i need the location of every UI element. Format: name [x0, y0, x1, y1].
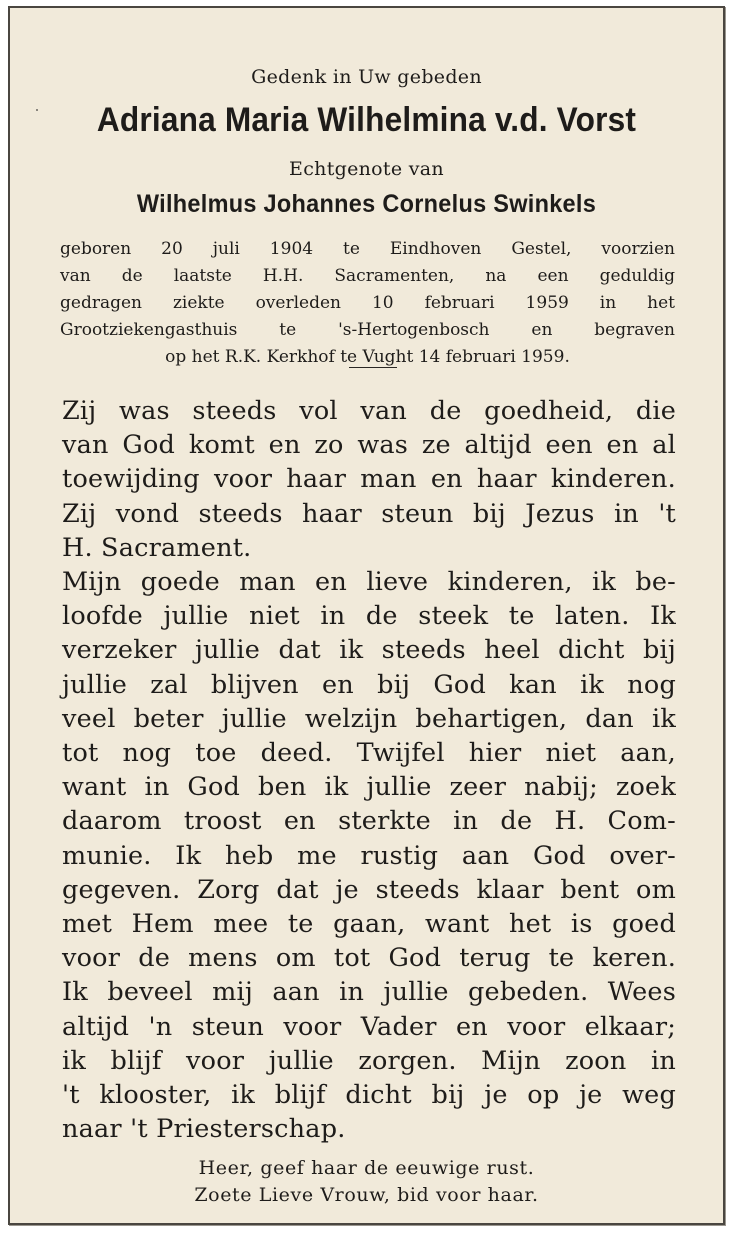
memorial-line: ik blijf voor jullie zorgen. Mijn zoon in — [62, 1045, 676, 1076]
closing-line: Heer, geef haar de eeuwige rust. — [198, 1157, 535, 1179]
memorial-line: van God komt en zo was ze altijd een en al — [62, 430, 676, 461]
deceased-name: Adriana Maria Wilhelmina v.d. Vorst — [96, 101, 637, 139]
bio-line: geboren 20 juli 1904 te Eindhoven Gestel, voorzien — [60, 239, 675, 259]
memorial-line: veel beter jullie welzijn behartigen, dan ik — [62, 703, 676, 734]
memorial-line: 't klooster, ik blijf dicht bij je op je weg — [62, 1080, 676, 1111]
memorial-line: munie. Ik heb me rustig aan God over- — [62, 840, 676, 871]
bio-line: gedragen ziekte overleden 10 februari 1959 in het — [60, 293, 675, 313]
memorial-line: Zij vond steeds haar steun bij Jezus in 't — [62, 498, 676, 529]
memorial-line: naar 't Priesterschap. — [62, 1114, 346, 1145]
biography — [60, 236, 675, 371]
memorial-line: tot nog toe deed. Twijfel hier niet aan, — [62, 738, 676, 769]
memorial-card — [8, 6, 725, 1225]
bio-line: van de laatste H.H. Sacramenten, na een geduldig — [60, 266, 675, 286]
divider-rule — [349, 367, 397, 368]
memorial-line: verzeker jullie dat ik steeds heel dicht bij — [62, 635, 676, 666]
memorial-line: voor de mens om tot God terug te keren. — [62, 943, 676, 974]
bio-line: op het R.K. Kerkhof te Vught 14 februari 1959. — [165, 347, 570, 367]
memorial-text — [62, 394, 676, 1146]
greeting-text: Gedenk in Uw gebeden — [251, 66, 482, 88]
closing-prayer — [10, 1155, 723, 1209]
memorial-line: gegeven. Zorg dat je steeds klaar bent om — [62, 874, 676, 905]
spouse-name: Wilhelmus Johannes Cornelus Swinkels — [136, 190, 597, 218]
memorial-line: Mijn goede man en lieve kinderen, ik be- — [62, 567, 676, 598]
spouse-label: Echtgenote van — [289, 158, 444, 180]
closing-line: Zoete Lieve Vrouw, bid voor haar. — [194, 1184, 539, 1206]
bio-line: Grootziekengasthuis te 's-Hertogenbosch en begraven — [60, 320, 675, 340]
memorial-line: Ik beveel mij aan in jullie gebeden. Wees — [62, 977, 676, 1008]
memorial-line: H. Sacrament. — [62, 532, 252, 563]
memorial-line: want in God ben ik jullie zeer nabij; zoek — [62, 772, 676, 803]
memorial-line: toewijding voor haar man en haar kinderen. — [62, 464, 676, 495]
memorial-line: met Hem mee te gaan, want het is goed — [62, 909, 676, 940]
memorial-line: Zij was steeds vol van de goedheid, die — [62, 396, 676, 426]
memorial-line: altijd 'n steun voor Vader en voor elkaar; — [62, 1011, 676, 1042]
memorial-line: daarom troost en sterkte in de H. Com- — [62, 806, 676, 837]
memorial-line: jullie zal blijven en bij God kan ik nog — [62, 669, 676, 700]
memorial-line: loofde jullie niet in de steek te laten. Ik — [62, 601, 676, 632]
